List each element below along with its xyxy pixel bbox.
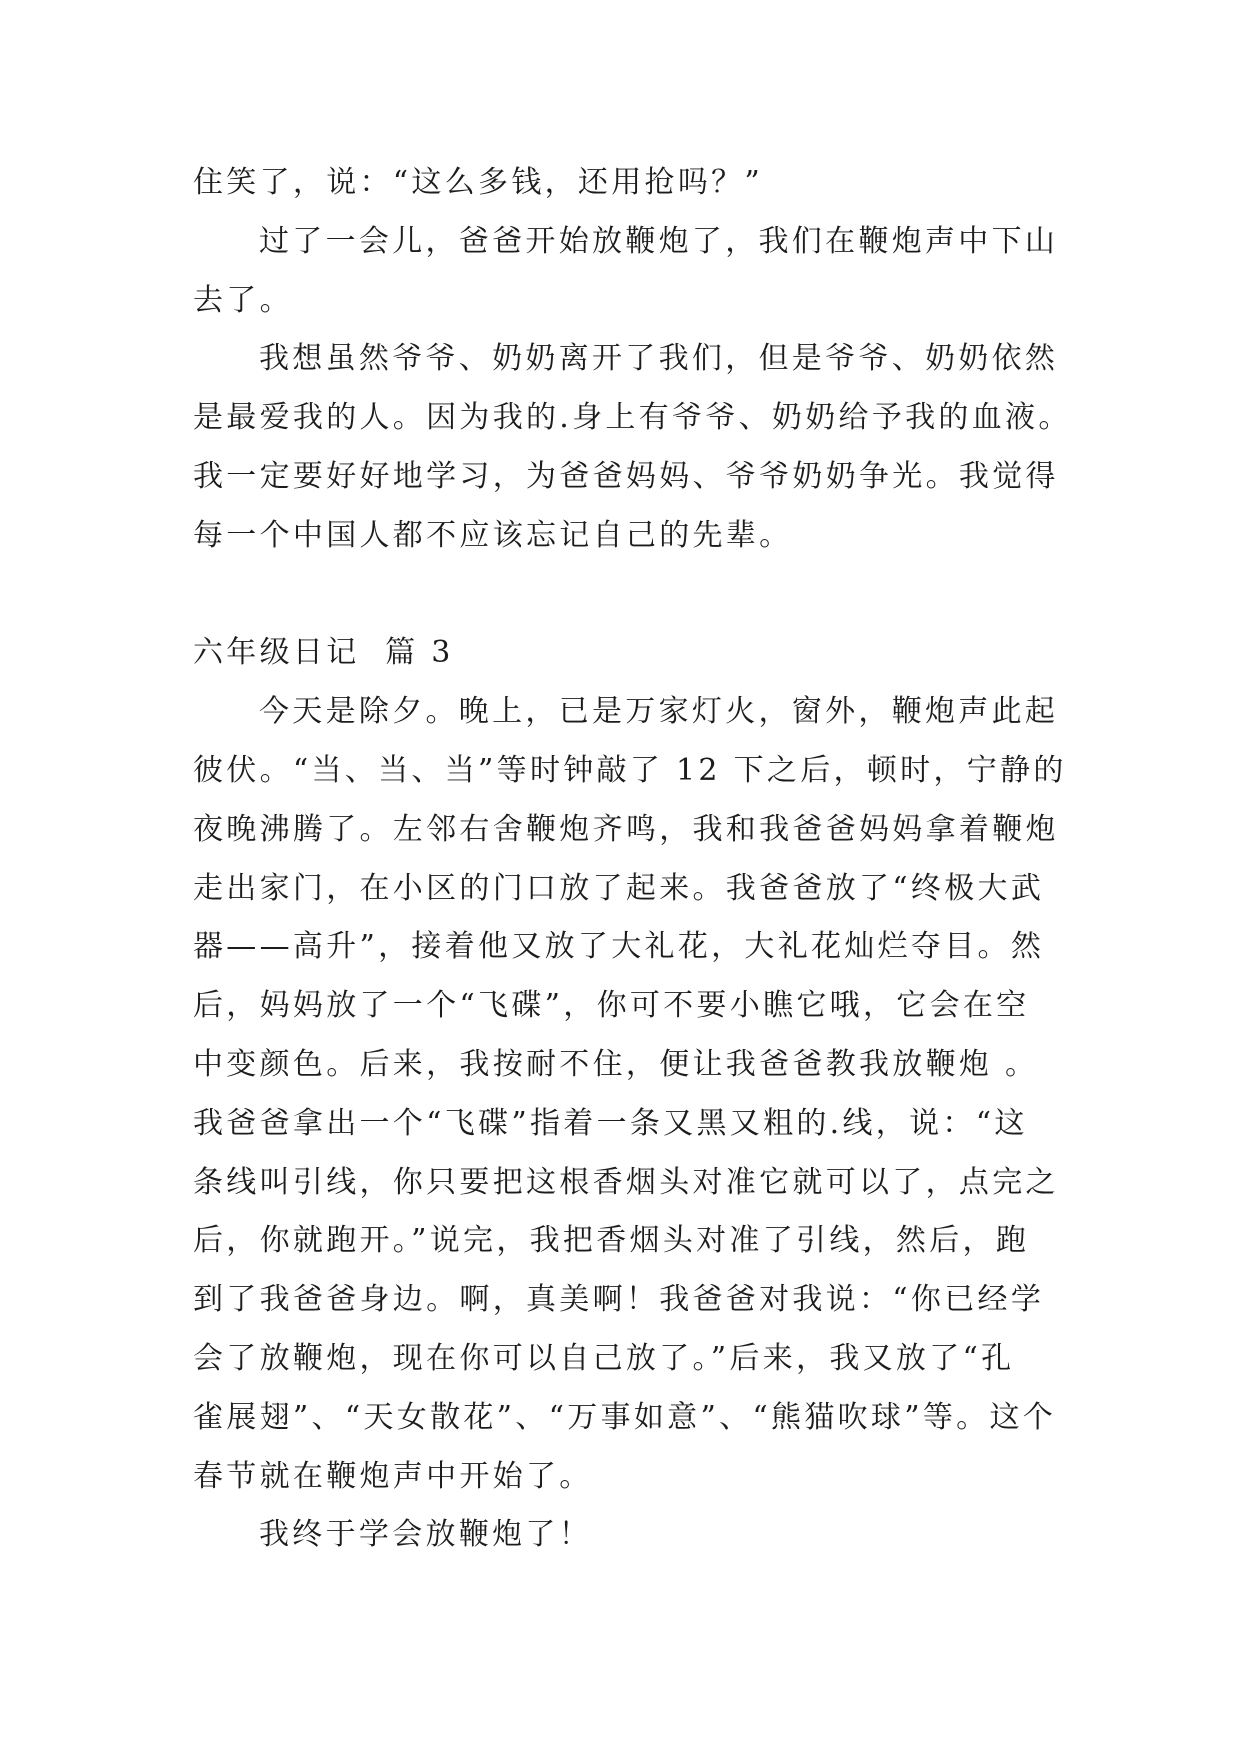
text-line: 我一定要好好地学习，为爸爸妈妈、爷爷奶奶争光。我觉得 <box>193 458 1059 494</box>
text-line: 夜晚沸腾了。左邻右舍鞭炮齐鸣，我和我爸爸妈妈拿着鞭炮 <box>193 811 1059 847</box>
paragraph <box>193 683 1193 1506</box>
paragraph <box>193 330 1193 565</box>
section-2 <box>193 624 1193 1565</box>
text-line: 雀展翅”、“天女散花”、“万事如意”、“熊猫吹球”等。这个 <box>193 1399 1057 1435</box>
paragraph <box>193 1506 1193 1565</box>
text-line: 每一个中国人都不应该忘记自己的先辈。 <box>193 517 793 553</box>
document-body <box>193 154 1193 1565</box>
text-line: 到了我爸爸身边。啊，真美啊！我爸爸对我说：“你已经学 <box>193 1282 1045 1318</box>
section-1 <box>193 154 1193 566</box>
text-line: 我终于学会放鞭炮了！ <box>259 1517 592 1553</box>
text-line: 我想虽然爷爷、奶奶离开了我们，但是爷爷、奶奶依然 <box>259 341 1059 377</box>
text-line: 是最爱我的人。因为我的.身上有爷爷、奶奶给予我的血液。 <box>193 400 1072 436</box>
text-line: 后，你就跑开。”说完，我把香烟头对准了引线，然后，跑 <box>193 1223 1030 1259</box>
text-line: 后，妈妈放了一个“飞碟”，你可不要小瞧它哦，它会在空 <box>193 988 1030 1024</box>
text-line: 中变颜色。后来，我按耐不住，便让我爸爸教我放鞭炮 。 <box>193 1046 1039 1082</box>
text-line: 会了放鞭炮，现在你可以自己放了。”后来，我又放了“孔 <box>193 1340 1015 1376</box>
text-line: 彼伏。“当、当、当”等时钟敲了 12 下之后，顿时，宁静的 <box>193 752 1067 788</box>
text-line: 去了。 <box>193 282 293 318</box>
text-line: 走出家门，在小区的门口放了起来。我爸爸放了“终极大武 <box>193 870 1045 906</box>
text-line: 器——高升”，接着他又放了大礼花，大礼花灿烂夺目。然 <box>193 929 1045 965</box>
text-line: 今天是除夕。晚上，已是万家灯火，窗外，鞭炮声此起 <box>259 694 1059 730</box>
text-line: 过了一会儿，爸爸开始放鞭炮了，我们在鞭炮声中下山 <box>259 223 1059 259</box>
text-line: 住笑了，说：“这么多钱，还用抢吗？” <box>193 165 764 200</box>
text-line: 春节就在鞭炮声中开始了。 <box>193 1458 593 1494</box>
paragraph <box>193 154 1193 213</box>
text-line: 条线叫引线，你只要把这根香烟头对准它就可以了，点完之 <box>193 1164 1059 1200</box>
text-line: 我爸爸拿出一个“飞碟”指着一条又黑又粗的.线，说：“这 <box>193 1105 1028 1141</box>
section-heading: 六年级日记 篇 3 <box>193 635 454 671</box>
paragraph <box>193 213 1193 331</box>
